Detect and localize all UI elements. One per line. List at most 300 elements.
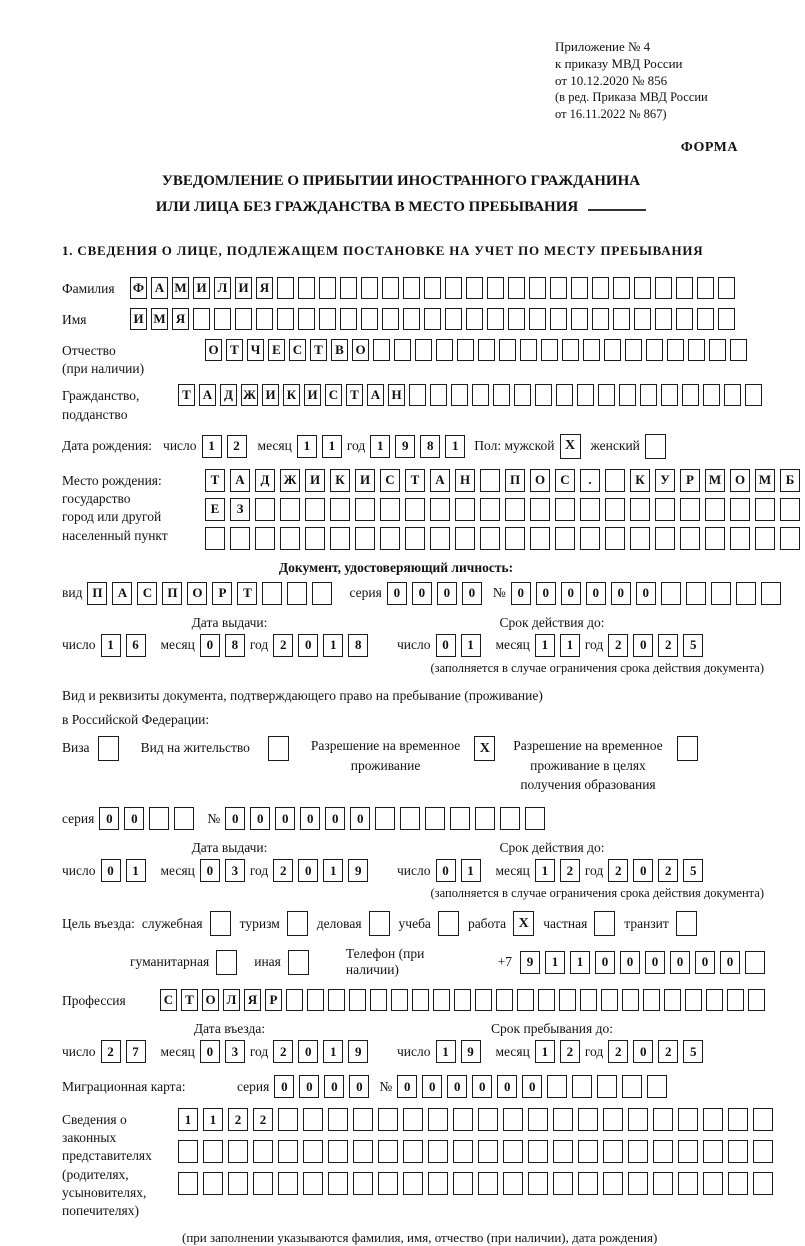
char-cell[interactable] xyxy=(353,1108,373,1131)
char-cell[interactable]: 0 xyxy=(200,859,220,882)
char-cell[interactable]: 0 xyxy=(536,582,556,605)
representatives-grid-row3[interactable] xyxy=(178,1172,778,1195)
char-cell[interactable]: 2 xyxy=(273,1040,293,1063)
char-cell[interactable] xyxy=(453,1108,473,1131)
char-cell[interactable]: 1 xyxy=(535,1040,555,1063)
char-cell[interactable]: 0 xyxy=(586,582,606,605)
char-cell[interactable] xyxy=(478,339,495,361)
char-cell[interactable] xyxy=(178,1172,198,1195)
char-cell[interactable] xyxy=(375,807,395,830)
char-cell[interactable]: Б xyxy=(780,469,800,492)
char-cell[interactable] xyxy=(305,498,325,521)
char-cell[interactable] xyxy=(445,277,462,299)
char-cell[interactable]: М xyxy=(172,277,189,299)
char-cell[interactable]: Р xyxy=(265,989,282,1011)
char-cell[interactable] xyxy=(373,339,390,361)
char-cell[interactable] xyxy=(571,308,588,330)
char-cell[interactable]: 0 xyxy=(645,951,665,974)
char-cell[interactable] xyxy=(349,989,366,1011)
char-cell[interactable]: 0 xyxy=(124,807,144,830)
char-cell[interactable] xyxy=(312,582,332,605)
gender-male-checkbox[interactable]: X xyxy=(560,434,581,459)
char-cell[interactable]: А xyxy=(151,277,168,299)
char-cell[interactable]: Т xyxy=(346,384,363,406)
char-cell[interactable]: 2 xyxy=(608,859,628,882)
char-cell[interactable] xyxy=(508,277,525,299)
char-cell[interactable] xyxy=(475,989,492,1011)
char-cell[interactable] xyxy=(550,277,567,299)
char-cell[interactable] xyxy=(603,1108,623,1131)
char-cell[interactable] xyxy=(604,339,621,361)
char-cell[interactable]: 1 xyxy=(101,634,121,657)
char-cell[interactable]: 0 xyxy=(633,1040,653,1063)
residence-permit-checkbox[interactable] xyxy=(268,736,289,761)
char-cell[interactable] xyxy=(528,1172,548,1195)
char-cell[interactable] xyxy=(450,807,470,830)
char-cell[interactable] xyxy=(445,308,462,330)
char-cell[interactable] xyxy=(382,308,399,330)
profession-grid[interactable] xyxy=(160,989,769,1011)
char-cell[interactable]: Ч xyxy=(247,339,264,361)
char-cell[interactable]: 1 xyxy=(323,1040,343,1063)
char-cell[interactable] xyxy=(203,1140,223,1163)
char-cell[interactable] xyxy=(391,989,408,1011)
doc-number-grid[interactable] xyxy=(511,582,786,605)
char-cell[interactable]: 1 xyxy=(560,634,580,657)
char-cell[interactable]: Л xyxy=(214,277,231,299)
char-cell[interactable]: О xyxy=(352,339,369,361)
char-cell[interactable] xyxy=(496,989,513,1011)
permit-number-grid[interactable] xyxy=(225,807,550,830)
entry-day-grid[interactable] xyxy=(101,1040,151,1063)
char-cell[interactable] xyxy=(643,989,660,1011)
birth-year-grid[interactable] xyxy=(370,435,470,458)
char-cell[interactable] xyxy=(370,989,387,1011)
char-cell[interactable]: А xyxy=(199,384,216,406)
char-cell[interactable] xyxy=(761,582,781,605)
char-cell[interactable] xyxy=(466,277,483,299)
char-cell[interactable] xyxy=(655,527,675,550)
char-cell[interactable] xyxy=(514,384,531,406)
char-cell[interactable] xyxy=(433,989,450,1011)
char-cell[interactable]: Н xyxy=(388,384,405,406)
temp-permit-checkbox[interactable]: X xyxy=(474,736,495,761)
char-cell[interactable]: 0 xyxy=(611,582,631,605)
char-cell[interactable]: 2 xyxy=(273,859,293,882)
char-cell[interactable] xyxy=(255,498,275,521)
char-cell[interactable]: Т xyxy=(237,582,257,605)
phone-grid[interactable] xyxy=(520,951,770,974)
char-cell[interactable]: А xyxy=(112,582,132,605)
char-cell[interactable]: 0 xyxy=(250,807,270,830)
char-cell[interactable]: 1 xyxy=(535,859,555,882)
char-cell[interactable] xyxy=(538,989,555,1011)
char-cell[interactable] xyxy=(203,1172,223,1195)
char-cell[interactable]: И xyxy=(305,469,325,492)
char-cell[interactable] xyxy=(655,277,672,299)
char-cell[interactable]: И xyxy=(193,277,210,299)
purpose-transit-checkbox[interactable] xyxy=(676,911,697,936)
char-cell[interactable]: 0 xyxy=(670,951,690,974)
char-cell[interactable] xyxy=(480,498,500,521)
char-cell[interactable] xyxy=(487,277,504,299)
char-cell[interactable] xyxy=(680,498,700,521)
surname-grid[interactable] xyxy=(130,277,739,299)
char-cell[interactable] xyxy=(256,308,273,330)
char-cell[interactable]: 2 xyxy=(101,1040,121,1063)
purpose-tourism-checkbox[interactable] xyxy=(287,911,308,936)
char-cell[interactable] xyxy=(553,1172,573,1195)
char-cell[interactable] xyxy=(780,498,800,521)
char-cell[interactable]: 1 xyxy=(323,634,343,657)
char-cell[interactable]: П xyxy=(87,582,107,605)
char-cell[interactable]: 9 xyxy=(520,951,540,974)
char-cell[interactable] xyxy=(430,498,450,521)
purpose-other-checkbox[interactable] xyxy=(288,950,309,975)
char-cell[interactable] xyxy=(655,498,675,521)
char-cell[interactable]: И xyxy=(235,277,252,299)
char-cell[interactable]: 2 xyxy=(608,1040,628,1063)
char-cell[interactable] xyxy=(580,989,597,1011)
char-cell[interactable] xyxy=(661,582,681,605)
char-cell[interactable] xyxy=(634,308,651,330)
char-cell[interactable] xyxy=(255,527,275,550)
char-cell[interactable]: 1 xyxy=(370,435,390,458)
char-cell[interactable] xyxy=(487,308,504,330)
char-cell[interactable] xyxy=(305,527,325,550)
char-cell[interactable] xyxy=(780,527,800,550)
char-cell[interactable] xyxy=(328,1172,348,1195)
char-cell[interactable] xyxy=(278,1172,298,1195)
given-name-grid[interactable] xyxy=(130,308,739,330)
char-cell[interactable] xyxy=(556,384,573,406)
char-cell[interactable]: Ж xyxy=(241,384,258,406)
char-cell[interactable]: 1 xyxy=(126,859,146,882)
char-cell[interactable] xyxy=(730,527,750,550)
char-cell[interactable]: М xyxy=(755,469,775,492)
stay-day-grid[interactable] xyxy=(436,1040,486,1063)
char-cell[interactable] xyxy=(378,1172,398,1195)
char-cell[interactable]: 3 xyxy=(225,859,245,882)
char-cell[interactable] xyxy=(628,1172,648,1195)
char-cell[interactable]: Е xyxy=(268,339,285,361)
char-cell[interactable] xyxy=(382,277,399,299)
char-cell[interactable] xyxy=(478,1172,498,1195)
char-cell[interactable]: Л xyxy=(223,989,240,1011)
char-cell[interactable] xyxy=(340,308,357,330)
char-cell[interactable]: 2 xyxy=(658,1040,678,1063)
char-cell[interactable] xyxy=(499,339,516,361)
char-cell[interactable] xyxy=(619,384,636,406)
char-cell[interactable]: 0 xyxy=(299,1075,319,1098)
char-cell[interactable]: 3 xyxy=(225,1040,245,1063)
char-cell[interactable]: М xyxy=(151,308,168,330)
char-cell[interactable] xyxy=(361,277,378,299)
char-cell[interactable] xyxy=(676,277,693,299)
char-cell[interactable] xyxy=(703,384,720,406)
char-cell[interactable] xyxy=(405,498,425,521)
entry-year-grid[interactable] xyxy=(273,1040,373,1063)
char-cell[interactable] xyxy=(303,1172,323,1195)
char-cell[interactable]: 9 xyxy=(348,1040,368,1063)
char-cell[interactable]: С xyxy=(325,384,342,406)
char-cell[interactable] xyxy=(355,527,375,550)
char-cell[interactable] xyxy=(597,1075,617,1098)
char-cell[interactable] xyxy=(517,989,534,1011)
char-cell[interactable]: 0 xyxy=(511,582,531,605)
char-cell[interactable] xyxy=(508,308,525,330)
char-cell[interactable]: А xyxy=(430,469,450,492)
char-cell[interactable] xyxy=(528,1140,548,1163)
char-cell[interactable]: 0 xyxy=(436,634,456,657)
char-cell[interactable]: 0 xyxy=(595,951,615,974)
char-cell[interactable] xyxy=(647,1075,667,1098)
char-cell[interactable]: 2 xyxy=(560,859,580,882)
char-cell[interactable] xyxy=(361,308,378,330)
char-cell[interactable] xyxy=(705,527,725,550)
char-cell[interactable] xyxy=(630,527,650,550)
char-cell[interactable]: И xyxy=(304,384,321,406)
char-cell[interactable] xyxy=(703,1108,723,1131)
char-cell[interactable] xyxy=(205,527,225,550)
char-cell[interactable] xyxy=(328,1140,348,1163)
char-cell[interactable]: А xyxy=(230,469,250,492)
char-cell[interactable]: О xyxy=(187,582,207,605)
birth-place-grid-row2[interactable] xyxy=(205,498,805,521)
char-cell[interactable] xyxy=(424,277,441,299)
char-cell[interactable] xyxy=(682,384,699,406)
char-cell[interactable]: 0 xyxy=(412,582,432,605)
char-cell[interactable] xyxy=(529,277,546,299)
char-cell[interactable] xyxy=(503,1108,523,1131)
stay-year-grid[interactable] xyxy=(608,1040,708,1063)
char-cell[interactable]: 8 xyxy=(348,634,368,657)
char-cell[interactable] xyxy=(353,1172,373,1195)
purpose-private-checkbox[interactable] xyxy=(594,911,615,936)
purpose-humanitarian-checkbox[interactable] xyxy=(216,950,237,975)
purpose-study-checkbox[interactable] xyxy=(438,911,459,936)
citizenship-grid[interactable] xyxy=(178,384,766,406)
char-cell[interactable] xyxy=(622,1075,642,1098)
char-cell[interactable]: О xyxy=(205,339,222,361)
char-cell[interactable] xyxy=(718,308,735,330)
char-cell[interactable]: 1 xyxy=(535,634,555,657)
char-cell[interactable] xyxy=(178,1140,198,1163)
char-cell[interactable] xyxy=(253,1140,273,1163)
char-cell[interactable]: 0 xyxy=(472,1075,492,1098)
char-cell[interactable] xyxy=(328,1108,348,1131)
char-cell[interactable] xyxy=(601,989,618,1011)
char-cell[interactable] xyxy=(622,989,639,1011)
doc-kind-grid[interactable] xyxy=(87,582,337,605)
char-cell[interactable] xyxy=(703,1140,723,1163)
char-cell[interactable]: 7 xyxy=(126,1040,146,1063)
doc-issue-day-grid[interactable] xyxy=(101,634,151,657)
char-cell[interactable] xyxy=(378,1108,398,1131)
char-cell[interactable] xyxy=(583,339,600,361)
char-cell[interactable] xyxy=(535,384,552,406)
char-cell[interactable]: О xyxy=(202,989,219,1011)
entry-month-grid[interactable] xyxy=(200,1040,250,1063)
char-cell[interactable] xyxy=(528,1108,548,1131)
char-cell[interactable] xyxy=(640,384,657,406)
char-cell[interactable] xyxy=(613,308,630,330)
char-cell[interactable] xyxy=(277,277,294,299)
char-cell[interactable]: 0 xyxy=(462,582,482,605)
purpose-commercial-checkbox[interactable] xyxy=(369,911,390,936)
char-cell[interactable]: 1 xyxy=(297,435,317,458)
char-cell[interactable]: 1 xyxy=(203,1108,223,1131)
char-cell[interactable]: 1 xyxy=(445,435,465,458)
char-cell[interactable]: 0 xyxy=(324,1075,344,1098)
char-cell[interactable]: . xyxy=(580,469,600,492)
char-cell[interactable] xyxy=(403,1108,423,1131)
char-cell[interactable]: С xyxy=(289,339,306,361)
char-cell[interactable] xyxy=(428,1108,448,1131)
char-cell[interactable] xyxy=(625,339,642,361)
char-cell[interactable] xyxy=(525,807,545,830)
doc-expiry-month-grid[interactable] xyxy=(535,634,585,657)
char-cell[interactable]: К xyxy=(330,469,350,492)
char-cell[interactable]: 8 xyxy=(420,435,440,458)
char-cell[interactable]: М xyxy=(705,469,725,492)
char-cell[interactable]: Р xyxy=(212,582,232,605)
char-cell[interactable]: 0 xyxy=(397,1075,417,1098)
char-cell[interactable] xyxy=(424,308,441,330)
char-cell[interactable]: Ж xyxy=(280,469,300,492)
char-cell[interactable] xyxy=(378,1140,398,1163)
char-cell[interactable]: 2 xyxy=(227,435,247,458)
char-cell[interactable] xyxy=(403,1140,423,1163)
char-cell[interactable] xyxy=(711,582,731,605)
char-cell[interactable] xyxy=(451,384,468,406)
char-cell[interactable] xyxy=(630,498,650,521)
permit-issue-year-grid[interactable] xyxy=(273,859,373,882)
char-cell[interactable] xyxy=(149,807,169,830)
char-cell[interactable] xyxy=(340,277,357,299)
char-cell[interactable] xyxy=(755,527,775,550)
birth-day-grid[interactable] xyxy=(202,435,252,458)
char-cell[interactable] xyxy=(287,582,307,605)
char-cell[interactable] xyxy=(730,339,747,361)
char-cell[interactable] xyxy=(403,277,420,299)
char-cell[interactable] xyxy=(453,1140,473,1163)
char-cell[interactable] xyxy=(253,1172,273,1195)
char-cell[interactable]: С xyxy=(137,582,157,605)
char-cell[interactable]: И xyxy=(262,384,279,406)
char-cell[interactable] xyxy=(405,527,425,550)
purpose-work-checkbox[interactable]: X xyxy=(513,911,534,936)
char-cell[interactable] xyxy=(598,384,615,406)
char-cell[interactable] xyxy=(661,384,678,406)
char-cell[interactable]: Н xyxy=(455,469,475,492)
char-cell[interactable] xyxy=(472,384,489,406)
char-cell[interactable]: 0 xyxy=(633,634,653,657)
char-cell[interactable]: П xyxy=(505,469,525,492)
char-cell[interactable] xyxy=(605,469,625,492)
char-cell[interactable] xyxy=(745,951,765,974)
char-cell[interactable]: 0 xyxy=(298,634,318,657)
char-cell[interactable] xyxy=(530,498,550,521)
char-cell[interactable] xyxy=(685,989,702,1011)
char-cell[interactable] xyxy=(678,1140,698,1163)
doc-expiry-year-grid[interactable] xyxy=(608,634,708,657)
char-cell[interactable]: 2 xyxy=(273,634,293,657)
char-cell[interactable]: О xyxy=(730,469,750,492)
stay-month-grid[interactable] xyxy=(535,1040,585,1063)
char-cell[interactable] xyxy=(628,1108,648,1131)
char-cell[interactable]: Е xyxy=(205,498,225,521)
char-cell[interactable] xyxy=(430,527,450,550)
char-cell[interactable] xyxy=(454,989,471,1011)
char-cell[interactable]: Я xyxy=(244,989,261,1011)
char-cell[interactable] xyxy=(319,277,336,299)
char-cell[interactable] xyxy=(193,308,210,330)
char-cell[interactable]: 2 xyxy=(560,1040,580,1063)
char-cell[interactable]: 1 xyxy=(323,859,343,882)
char-cell[interactable] xyxy=(706,989,723,1011)
char-cell[interactable]: 1 xyxy=(461,859,481,882)
char-cell[interactable] xyxy=(664,989,681,1011)
purpose-business-checkbox[interactable] xyxy=(210,911,231,936)
char-cell[interactable] xyxy=(572,1075,592,1098)
char-cell[interactable] xyxy=(703,1172,723,1195)
char-cell[interactable] xyxy=(688,339,705,361)
char-cell[interactable]: Я xyxy=(172,308,189,330)
char-cell[interactable] xyxy=(580,527,600,550)
char-cell[interactable] xyxy=(613,277,630,299)
char-cell[interactable] xyxy=(277,308,294,330)
char-cell[interactable]: 2 xyxy=(253,1108,273,1131)
char-cell[interactable] xyxy=(503,1172,523,1195)
char-cell[interactable] xyxy=(303,1108,323,1131)
char-cell[interactable] xyxy=(425,807,445,830)
char-cell[interactable] xyxy=(553,1140,573,1163)
char-cell[interactable]: 0 xyxy=(200,1040,220,1063)
char-cell[interactable] xyxy=(678,1108,698,1131)
char-cell[interactable]: 9 xyxy=(395,435,415,458)
char-cell[interactable] xyxy=(577,384,594,406)
char-cell[interactable] xyxy=(174,807,194,830)
char-cell[interactable]: 1 xyxy=(461,634,481,657)
char-cell[interactable] xyxy=(455,527,475,550)
char-cell[interactable]: О xyxy=(530,469,550,492)
char-cell[interactable]: У xyxy=(655,469,675,492)
char-cell[interactable]: П xyxy=(162,582,182,605)
char-cell[interactable]: Р xyxy=(680,469,700,492)
char-cell[interactable] xyxy=(755,498,775,521)
char-cell[interactable]: 0 xyxy=(349,1075,369,1098)
char-cell[interactable]: Т xyxy=(405,469,425,492)
char-cell[interactable] xyxy=(547,1075,567,1098)
char-cell[interactable]: 0 xyxy=(437,582,457,605)
char-cell[interactable] xyxy=(559,989,576,1011)
permit-expiry-year-grid[interactable] xyxy=(608,859,708,882)
char-cell[interactable]: 2 xyxy=(658,859,678,882)
char-cell[interactable] xyxy=(697,308,714,330)
char-cell[interactable] xyxy=(394,339,411,361)
char-cell[interactable]: 0 xyxy=(200,634,220,657)
char-cell[interactable] xyxy=(503,1140,523,1163)
char-cell[interactable] xyxy=(578,1172,598,1195)
char-cell[interactable]: 0 xyxy=(298,859,318,882)
char-cell[interactable] xyxy=(280,527,300,550)
char-cell[interactable] xyxy=(409,384,426,406)
representatives-grid-row1[interactable] xyxy=(178,1108,778,1131)
char-cell[interactable]: 0 xyxy=(325,807,345,830)
char-cell[interactable]: 0 xyxy=(275,807,295,830)
char-cell[interactable] xyxy=(228,1172,248,1195)
